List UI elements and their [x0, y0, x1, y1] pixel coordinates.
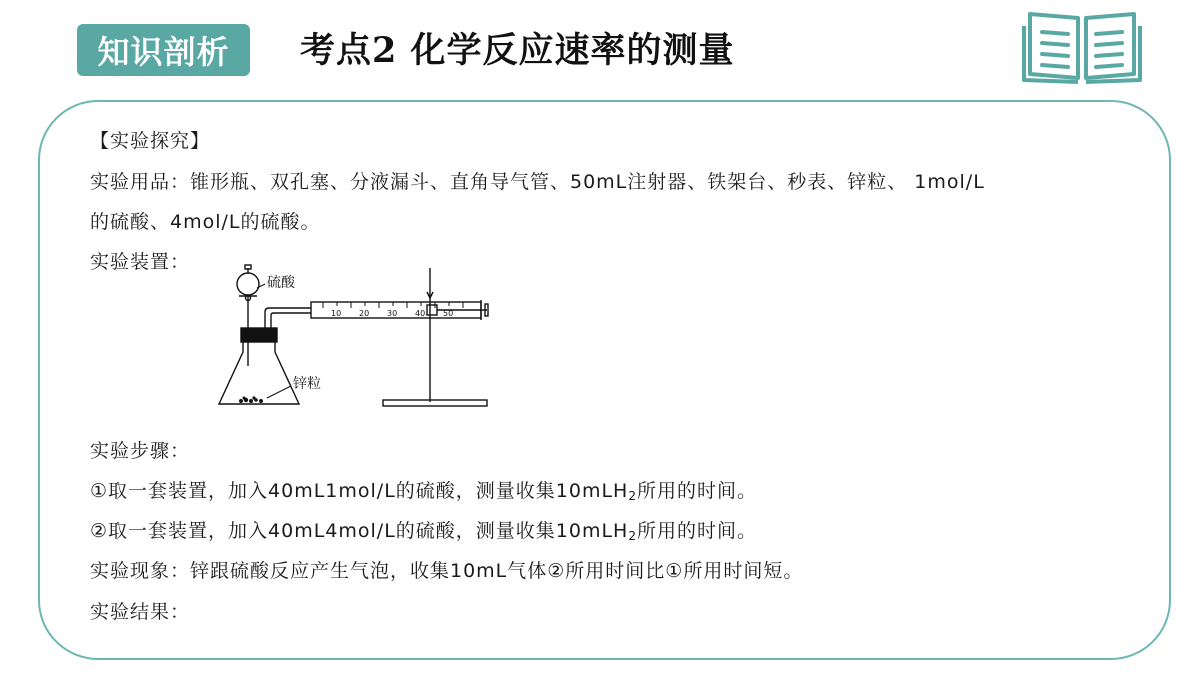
- zinc-granules: [239, 396, 263, 403]
- phenomenon-line: 实验现象：锌跟硫酸反应产生气泡，收集10mL气体②所用时间比①所用时间短。: [90, 560, 804, 582]
- materials-line-2: 的硫酸、4mol/L的硫酸。: [90, 211, 321, 233]
- conical-flask: [219, 340, 299, 404]
- separatory-funnel: [237, 273, 259, 295]
- scale-tick-label: 10: [331, 309, 342, 318]
- materials-line-1: 实验用品：锥形瓶、双孔塞、分液漏斗、直角导气管、50mL注射器、铁架台、秒表、锌粒、 1mol/L: [90, 171, 985, 193]
- label-zinc: 锌粒: [293, 376, 321, 392]
- label-acid: 硫酸: [267, 275, 295, 291]
- page-title: 考点2 化学反应速率的测量: [300, 30, 735, 71]
- scale-tick-label: 40: [415, 309, 426, 318]
- delivery-tube: [265, 308, 311, 328]
- scale-tick-label: 20: [359, 309, 370, 318]
- iron-stand-base: [383, 400, 487, 406]
- step-2: ②取一套装置，加入40mL4mol/L的硫酸，测量收集10mLH$_2$所用的时间。: [90, 520, 758, 543]
- section-heading: 【实验探究】: [90, 130, 211, 152]
- open-book-icon: [1020, 6, 1144, 84]
- step-1: ①取一套装置，加入40mL1mol/L的硫酸，测量收集10mLH$_2$所用的时间。: [90, 480, 758, 503]
- apparatus-diagram: [205, 262, 505, 412]
- section-badge: 知识剖析: [77, 24, 250, 76]
- scale-tick-label: 50: [443, 309, 454, 318]
- result-heading: 实验结果：: [90, 601, 191, 623]
- scale-tick-label: 30: [387, 309, 398, 318]
- stopper: [241, 328, 277, 342]
- steps-heading: 实验步骤：: [90, 440, 191, 462]
- apparatus-heading: 实验装置：: [90, 251, 191, 273]
